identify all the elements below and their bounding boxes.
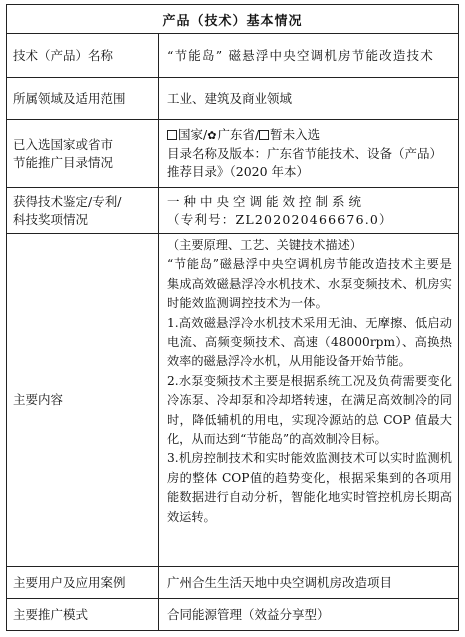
checkbox-empty-icon [259, 130, 269, 140]
info-table [6, 4, 459, 631]
field-label: 所属领域及适用范围 [7, 78, 159, 119]
model-value [159, 599, 458, 630]
option-not-selected: 暂未入选 [270, 127, 321, 142]
main-content-label: 主要内容 [7, 234, 159, 566]
main-content-paragraph: “节能岛”磁悬浮中央空调机房节能改造技术主要是集成高效磁悬浮冷水机技术、水泵变频技术、机房实时能效监测调控技术为一体。 [167, 257, 452, 311]
option-guangdong: 广东省/ [217, 127, 260, 142]
table-title-row [7, 5, 458, 33]
row-main-content [7, 233, 458, 566]
patent-name: 一种中央空调能效控制系统 [167, 193, 366, 209]
row-tech-name [7, 33, 458, 77]
main-content-paragraph: 2.水泵变频技术主要是根据系统工况及负荷需要变化冷冻泵、冷却泵和冷却塔转速，在满足高效制冷的同时，降低辅机的用电，实现冷源站的总 COP 值最大化，从而达到“节能岛”的高效制冷目标。 [167, 373, 452, 447]
tech-name-text: “节能岛” 磁悬浮中央空调机房节能改造技术 [167, 47, 434, 63]
catalog-options [167, 126, 452, 145]
cases-text: 广州合生生活天地中央空调机房改造项目 [167, 574, 393, 590]
model-label: 主要推广模式 [7, 599, 159, 630]
row-field [7, 77, 458, 119]
catalog-detail: 目录名称及版本：广东省节能技术、设备（产品）推荐目录》（2020 年本） [167, 146, 443, 179]
awards-label-line1: 获得技术鉴定/专利/ [13, 193, 122, 209]
option-national: 国家/ [178, 127, 208, 142]
patent-number: （专利号：ZL202020466676.0） [167, 211, 393, 227]
model-text: 合同能源管理（效益分享型） [167, 606, 330, 622]
catalog-label-line1: 已入选国家或省市 [13, 136, 114, 152]
row-catalog [7, 119, 458, 187]
field-text: 工业、建筑及商业领域 [167, 90, 293, 106]
main-content-value [159, 234, 458, 566]
field-value [159, 78, 458, 119]
cases-value [159, 567, 458, 598]
tech-name-label: 技术（产品）名称 [7, 34, 159, 77]
row-cases [7, 566, 458, 598]
table-title: 产品（技术）基本情况 [162, 13, 303, 29]
checkbox-empty-icon [167, 130, 177, 140]
cases-label: 主要用户及应用案例 [7, 567, 159, 598]
main-content-paragraph: 3.机房控制技术和实时能效监测技术可以实时监测机房的整体 COP值的趋势变化，根据采集到的各项用能数据进行自动分析，智能化地实时管控机房长期高效运转。 [167, 451, 452, 524]
row-model [7, 598, 458, 630]
main-content-intro: （主要原理、工艺、关键技术描述） [167, 238, 362, 252]
awards-label [7, 188, 159, 233]
awards-label-line2: 科技奖项情况 [13, 211, 89, 227]
catalog-label-line2: 节能推广目录情况 [13, 154, 114, 170]
row-awards [7, 187, 458, 233]
checked-mark-icon: ✿ [207, 129, 217, 142]
main-content-paragraph: 1.高效磁悬浮冷水机技术采用无油、无摩擦、低启动电流、高频变频技术、高速（48000rpm）、高换热效率的磁悬浮冷水机，从用能设备开始节能。 [167, 315, 452, 369]
tech-name-value [159, 34, 458, 77]
catalog-value [159, 120, 458, 187]
catalog-label [7, 120, 159, 187]
awards-value [159, 188, 458, 233]
